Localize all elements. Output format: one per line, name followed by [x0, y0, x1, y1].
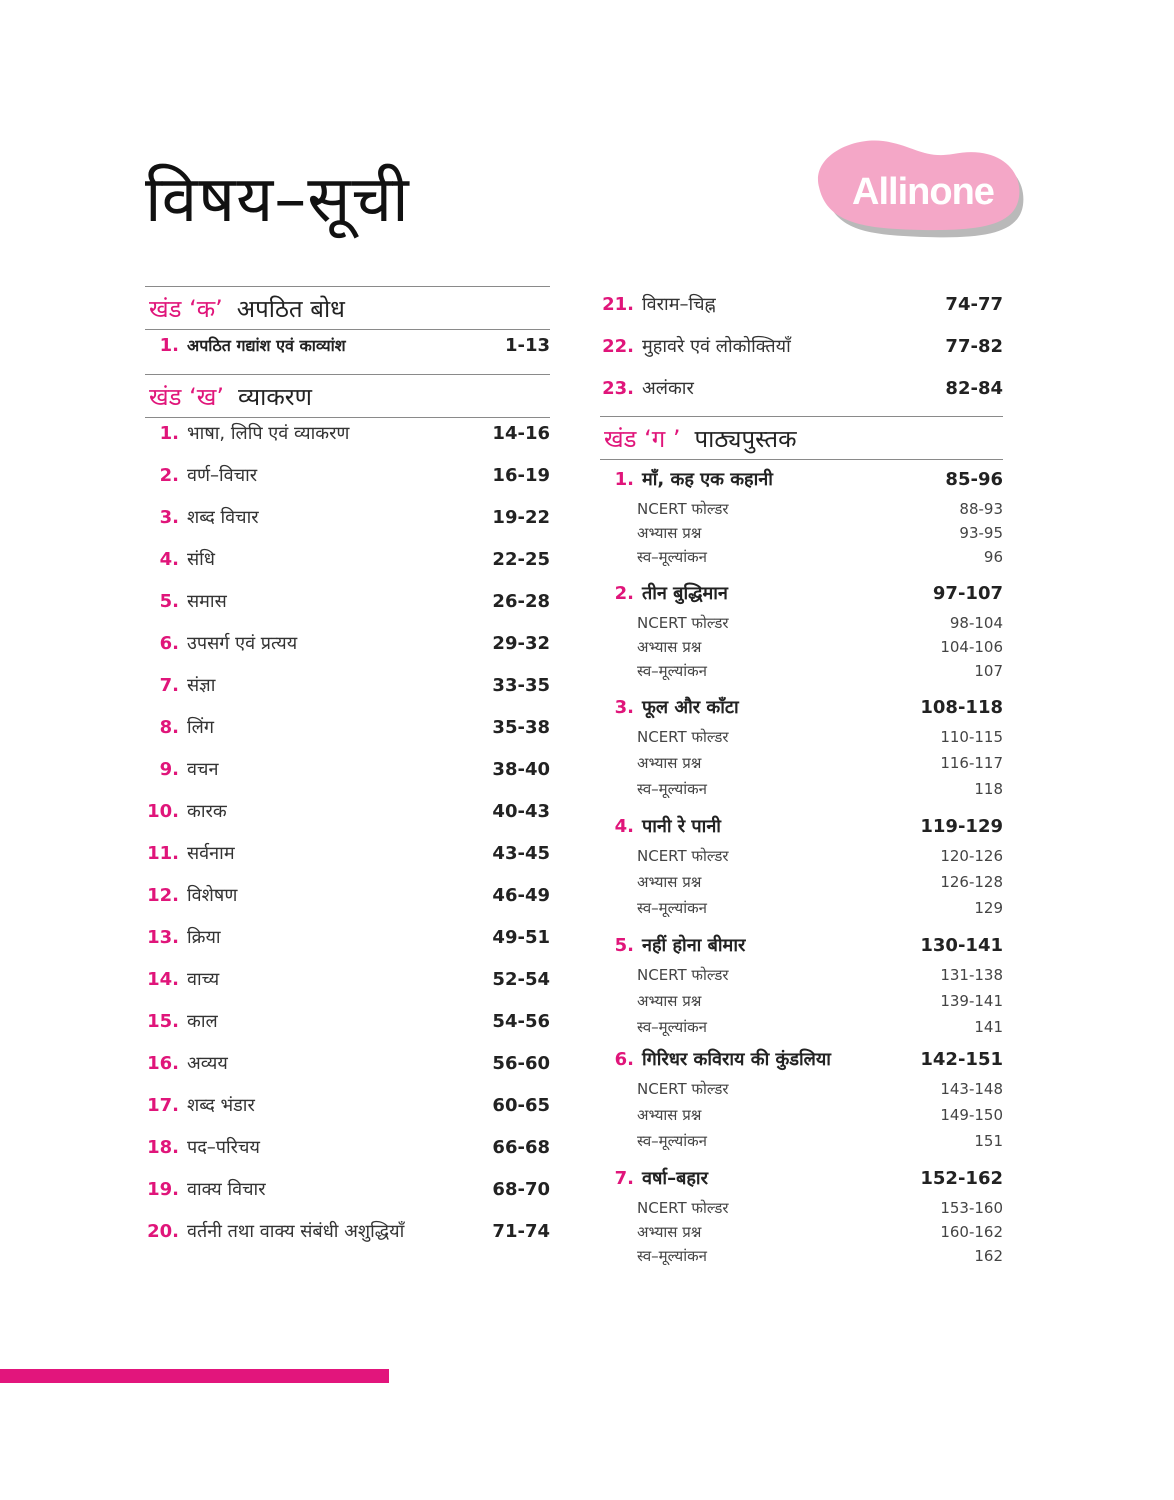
toc-label: शब्द विचार: [187, 507, 259, 528]
toc-pages: 68-70: [492, 1178, 550, 1200]
toc-pages: 152-162: [920, 1167, 1003, 1189]
toc-num: 13.: [147, 926, 179, 948]
toc-pages: 22-25: [492, 548, 550, 570]
toc-num: 8.: [159, 716, 179, 738]
toc-pages: 1-13: [504, 334, 550, 356]
toc-row[interactable]: [600, 693, 1003, 721]
toc-label: NCERT फोल्डर: [637, 966, 729, 984]
toc-sub-row[interactable]: [637, 611, 1003, 635]
toc-label: वाच्य: [187, 969, 220, 990]
toc-pages: 98-104: [949, 614, 1003, 632]
section-ga-header: [600, 416, 1003, 460]
toc-pages: 160-162: [940, 1223, 1003, 1241]
toc-label: फूल और काँटा: [642, 697, 739, 718]
toc-label: अभ्यास प्रश्न: [637, 754, 702, 772]
toc-label: NCERT फोल्डर: [637, 614, 729, 632]
toc-label: समास: [187, 591, 227, 612]
toc-sub-row[interactable]: [637, 1103, 1003, 1127]
toc-label: अव्यय: [187, 1053, 228, 1074]
toc-num: 12.: [147, 884, 179, 906]
toc-label: अलंकार: [642, 378, 694, 399]
toc-num: 21.: [602, 293, 634, 315]
toc-row[interactable]: [145, 1175, 550, 1203]
toc-pages: 116-117: [940, 754, 1003, 772]
toc-pages: 14-16: [492, 422, 550, 444]
toc-sub-row[interactable]: [637, 1244, 1003, 1268]
toc-num: 1.: [159, 334, 179, 356]
toc-row[interactable]: [600, 1164, 1003, 1192]
toc-label: वर्ण–विचार: [187, 465, 258, 486]
toc-pages: 74-77: [945, 293, 1003, 315]
toc-sub-row[interactable]: [637, 870, 1003, 894]
toc-num: 4.: [614, 815, 634, 837]
toc-label: शब्द भंडार: [187, 1095, 255, 1116]
toc-pages: 16-19: [492, 464, 550, 486]
toc-row[interactable]: [600, 579, 1003, 607]
toc-sub-row[interactable]: [637, 777, 1003, 801]
toc-row[interactable]: [145, 503, 550, 531]
toc-row[interactable]: [145, 797, 550, 825]
toc-num: 20.: [147, 1220, 179, 1242]
toc-pages: 38-40: [492, 758, 550, 780]
toc-num: 7.: [159, 674, 179, 696]
toc-sub-row[interactable]: [637, 1015, 1003, 1039]
toc-pages: 88-93: [959, 500, 1003, 518]
toc-row[interactable]: [600, 931, 1003, 959]
toc-label: अपठित गद्यांश एवं काव्यांश: [187, 336, 346, 355]
toc-label: अभ्यास प्रश्न: [637, 992, 702, 1010]
toc-num: 23.: [602, 377, 634, 399]
toc-label: NCERT फोल्डर: [637, 500, 729, 518]
toc-row[interactable]: [145, 1007, 550, 1035]
toc-pages: 52-54: [492, 968, 550, 990]
toc-row[interactable]: [145, 881, 550, 909]
toc-num: 2.: [159, 464, 179, 486]
logo-text: Allinone: [852, 171, 994, 213]
toc-pages: 142-151: [920, 1048, 1003, 1070]
toc-label: मुहावरे एवं लोकोक्तियाँ: [642, 336, 791, 357]
toc-num: 5.: [159, 590, 179, 612]
toc-row[interactable]: [145, 839, 550, 867]
toc-pages: 126-128: [940, 873, 1003, 891]
toc-pages: 129: [974, 899, 1003, 917]
toc-label: वचन: [187, 759, 219, 780]
toc-num: 3.: [159, 506, 179, 528]
toc-pages: 107: [974, 662, 1003, 680]
toc-num: 4.: [159, 548, 179, 570]
toc-pages: 96: [983, 548, 1003, 566]
toc-label: वाक्य विचार: [187, 1179, 266, 1200]
toc-row[interactable]: [600, 812, 1003, 840]
toc-sub-row[interactable]: [637, 896, 1003, 920]
toc-num: 6.: [159, 632, 179, 654]
toc-pages: 43-45: [492, 842, 550, 864]
toc-row[interactable]: [145, 545, 550, 573]
toc-label: वर्षा–बहार: [642, 1168, 708, 1189]
toc-pages: 82-84: [945, 377, 1003, 399]
toc-pages: 141: [974, 1018, 1003, 1036]
toc-label: स्व–मूल्यांकन: [637, 1132, 707, 1150]
toc-row[interactable]: [145, 671, 550, 699]
toc-pages: 54-56: [492, 1010, 550, 1032]
toc-pages: 60-65: [492, 1094, 550, 1116]
toc-sub-row[interactable]: [637, 1220, 1003, 1244]
toc-num: 2.: [614, 582, 634, 604]
toc-pages: 56-60: [492, 1052, 550, 1074]
toc-row[interactable]: [600, 290, 1003, 318]
toc-label: नहीं होना बीमार: [642, 935, 746, 956]
toc-row[interactable]: [145, 331, 550, 359]
toc-pages: 153-160: [940, 1199, 1003, 1217]
toc-label: NCERT फोल्डर: [637, 1199, 729, 1217]
toc-label: संधि: [187, 549, 215, 570]
toc-sub-row[interactable]: [637, 989, 1003, 1013]
toc-row[interactable]: [145, 1091, 550, 1119]
toc-label: माँ, कह एक कहानी: [642, 469, 773, 490]
toc-pages: 104-106: [940, 638, 1003, 656]
toc-pages: 46-49: [492, 884, 550, 906]
toc-pages: 149-150: [940, 1106, 1003, 1124]
toc-label: सर्वनाम: [187, 843, 235, 864]
toc-pages: 35-38: [492, 716, 550, 738]
section-ga-title: पाठ्यपुस्तक: [694, 424, 797, 453]
toc-num: 16.: [147, 1052, 179, 1074]
toc-label: लिंग: [187, 717, 214, 738]
toc-pages: 162: [974, 1247, 1003, 1265]
toc-label: स्व–मूल्यांकन: [637, 780, 707, 798]
toc-num: 5.: [614, 934, 634, 956]
toc-pages: 40-43: [492, 800, 550, 822]
toc-row[interactable]: [600, 374, 1003, 402]
toc-pages: 77-82: [945, 335, 1003, 357]
toc-pages: 139-141: [940, 992, 1003, 1010]
toc-label: NCERT फोल्डर: [637, 1080, 729, 1098]
toc-label: अभ्यास प्रश्न: [637, 638, 702, 656]
toc-row[interactable]: [145, 461, 550, 489]
section-ka-title: अपठित बोध: [236, 294, 345, 323]
toc-num: 7.: [614, 1167, 634, 1189]
toc-sub-row[interactable]: [637, 1077, 1003, 1101]
toc-num: 17.: [147, 1094, 179, 1116]
toc-label: पानी रे पानी: [642, 816, 721, 837]
section-ka-label: खंड ‘क’: [149, 294, 223, 323]
footer-accent-bar: [0, 1369, 389, 1383]
toc-pages: 108-118: [920, 696, 1003, 718]
toc-num: 9.: [159, 758, 179, 780]
toc-label: पद–परिचय: [187, 1137, 260, 1158]
toc-sub-row[interactable]: [637, 521, 1003, 545]
toc-label: संज्ञा: [187, 675, 216, 696]
toc-pages: 85-96: [945, 468, 1003, 490]
toc-pages: 118: [974, 780, 1003, 798]
toc-row[interactable]: [145, 1049, 550, 1077]
toc-sub-row[interactable]: [637, 963, 1003, 987]
toc-label: विशेषण: [187, 885, 238, 906]
toc-label: तीन बुद्धिमान: [642, 583, 728, 604]
toc-pages: 143-148: [940, 1080, 1003, 1098]
toc-pages: 151: [974, 1132, 1003, 1150]
toc-label: अभ्यास प्रश्न: [637, 873, 702, 891]
toc-pages: 49-51: [492, 926, 550, 948]
toc-row[interactable]: [145, 1217, 550, 1245]
toc-label: उपसर्ग एवं प्रत्यय: [187, 633, 298, 654]
toc-label: NCERT फोल्डर: [637, 728, 729, 746]
toc-label: स्व–मूल्यांकन: [637, 899, 707, 917]
toc-row[interactable]: [145, 923, 550, 951]
toc-num: 1.: [159, 422, 179, 444]
toc-label: कारक: [187, 801, 227, 822]
toc-num: 1.: [614, 468, 634, 490]
toc-pages: 29-32: [492, 632, 550, 654]
toc-num: 18.: [147, 1136, 179, 1158]
section-kha-header: [145, 374, 550, 418]
toc-num: 6.: [614, 1048, 634, 1070]
toc-label: स्व–मूल्यांकन: [637, 1018, 707, 1036]
toc-label: गिरिधर कविराय की कुंडलिया: [642, 1049, 831, 1070]
toc-pages: 120-126: [940, 847, 1003, 865]
toc-pages: 130-141: [920, 934, 1003, 956]
toc-num: 22.: [602, 335, 634, 357]
toc-num: 3.: [614, 696, 634, 718]
toc-sub-row[interactable]: [637, 1196, 1003, 1220]
toc-pages: 93-95: [959, 524, 1003, 542]
toc-label: विराम–चिह्न: [642, 294, 716, 315]
toc-label: स्व–मूल्यांकन: [637, 548, 707, 566]
toc-num: 15.: [147, 1010, 179, 1032]
toc-row[interactable]: [145, 587, 550, 615]
toc-sub-row[interactable]: [637, 751, 1003, 775]
toc-label: NCERT फोल्डर: [637, 847, 729, 865]
toc-num: 10.: [147, 800, 179, 822]
toc-label: काल: [187, 1011, 218, 1032]
toc-pages: 119-129: [920, 815, 1003, 837]
toc-label: क्रिया: [187, 927, 221, 948]
toc-pages: 131-138: [940, 966, 1003, 984]
toc-label: अभ्यास प्रश्न: [637, 1106, 702, 1124]
section-kha-label: खंड ‘ख’: [149, 382, 224, 411]
toc-label: स्व–मूल्यांकन: [637, 1247, 707, 1265]
toc-row[interactable]: [600, 465, 1003, 493]
page-title: विषय–सूची: [145, 163, 410, 237]
toc-num: 19.: [147, 1178, 179, 1200]
toc-pages: 97-107: [932, 582, 1003, 604]
toc-sub-row[interactable]: [637, 545, 1003, 569]
toc-row[interactable]: [145, 755, 550, 783]
toc-pages: 26-28: [492, 590, 550, 612]
section-ga-label: खंड ‘ग ’: [604, 424, 681, 453]
toc-row[interactable]: [145, 713, 550, 741]
toc-sub-row[interactable]: [637, 1129, 1003, 1153]
toc-sub-row[interactable]: [637, 497, 1003, 521]
section-kha-title: व्याकरण: [238, 382, 312, 411]
toc-pages: 33-35: [492, 674, 550, 696]
toc-row[interactable]: [145, 965, 550, 993]
allinone-logo: [805, 135, 1030, 245]
toc-num: 11.: [147, 842, 179, 864]
toc-sub-row[interactable]: [637, 725, 1003, 749]
toc-num: 14.: [147, 968, 179, 990]
toc-pages: 19-22: [492, 506, 550, 528]
toc-pages: 71-74: [492, 1220, 550, 1242]
toc-label: स्व–मूल्यांकन: [637, 662, 707, 680]
toc-sub-row[interactable]: [637, 659, 1003, 683]
toc-pages: 66-68: [492, 1136, 550, 1158]
toc-label: वर्तनी तथा वाक्य संबंधी अशुद्धियाँ: [187, 1221, 405, 1242]
toc-row[interactable]: [145, 1133, 550, 1161]
toc-row[interactable]: [600, 332, 1003, 360]
toc-sub-row[interactable]: [637, 844, 1003, 868]
toc-row[interactable]: [600, 1045, 1003, 1073]
section-ka-header: [145, 286, 550, 330]
toc-label: अभ्यास प्रश्न: [637, 1223, 702, 1241]
toc-label: भाषा, लिपि एवं व्याकरण: [187, 423, 350, 444]
toc-sub-row[interactable]: [637, 635, 1003, 659]
toc-row[interactable]: [145, 419, 550, 447]
toc-pages: 110-115: [940, 728, 1003, 746]
toc-label: अभ्यास प्रश्न: [637, 524, 702, 542]
toc-row[interactable]: [145, 629, 550, 657]
